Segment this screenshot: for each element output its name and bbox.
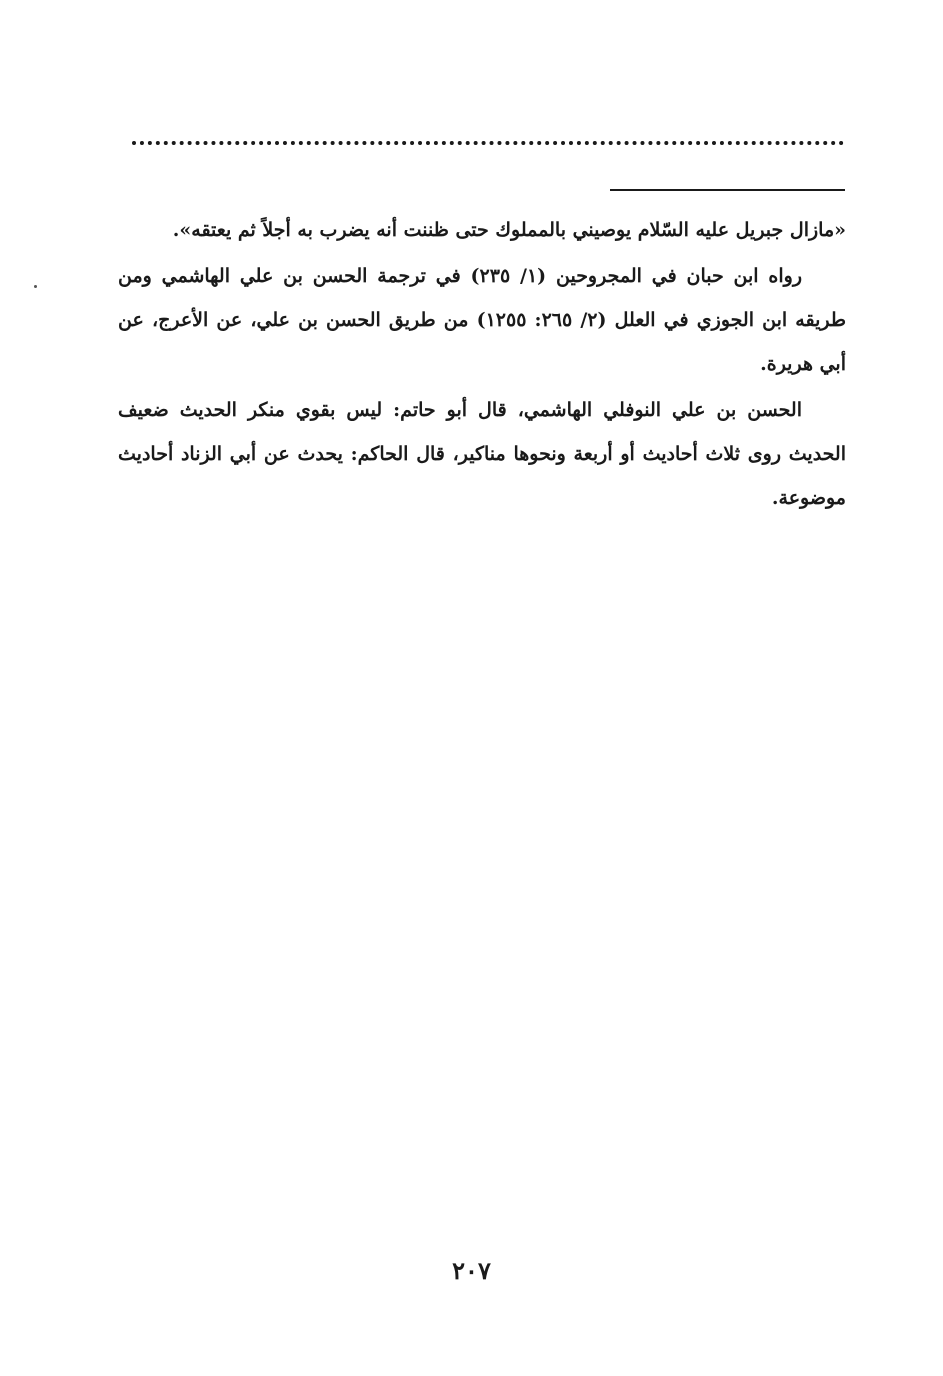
- body-text: [118, 208, 846, 522]
- scan-speck: [34, 285, 37, 288]
- narrator-assessment-paragraph: الحسن بن علي النوفلي الهاشمي، قال أبو حاتم: ليس بقوي منكر الحديث ضعيف الحديث روى ثلاث أحاديث أو أربعة ونحوها مناكير، قال الحاكم: يحدث عن أبي الزناد أحاديث موضوعة.: [118, 399, 846, 509]
- dotted-separator: [132, 141, 844, 145]
- page-number: ٢٠٧: [452, 1256, 491, 1285]
- hadith-quote: «مازال جبريل عليه السّلام يوصيني بالمملوك حتى ظننت أنه يضرب به أجلاً ثم يعتقه».: [172, 219, 846, 241]
- narration-paragraph: رواه ابن حبان في المجروحين (١/ ٢٣٥) في ترجمة الحسن بن علي الهاشمي ومن طريقه ابن الجوزي في العلل (٢/ ٢٦٥: ١٢٥٥) من طريق الحسن بن علي، عن الأعرج، عن أبي هريرة.: [118, 265, 846, 375]
- footnote-separator: [610, 189, 845, 191]
